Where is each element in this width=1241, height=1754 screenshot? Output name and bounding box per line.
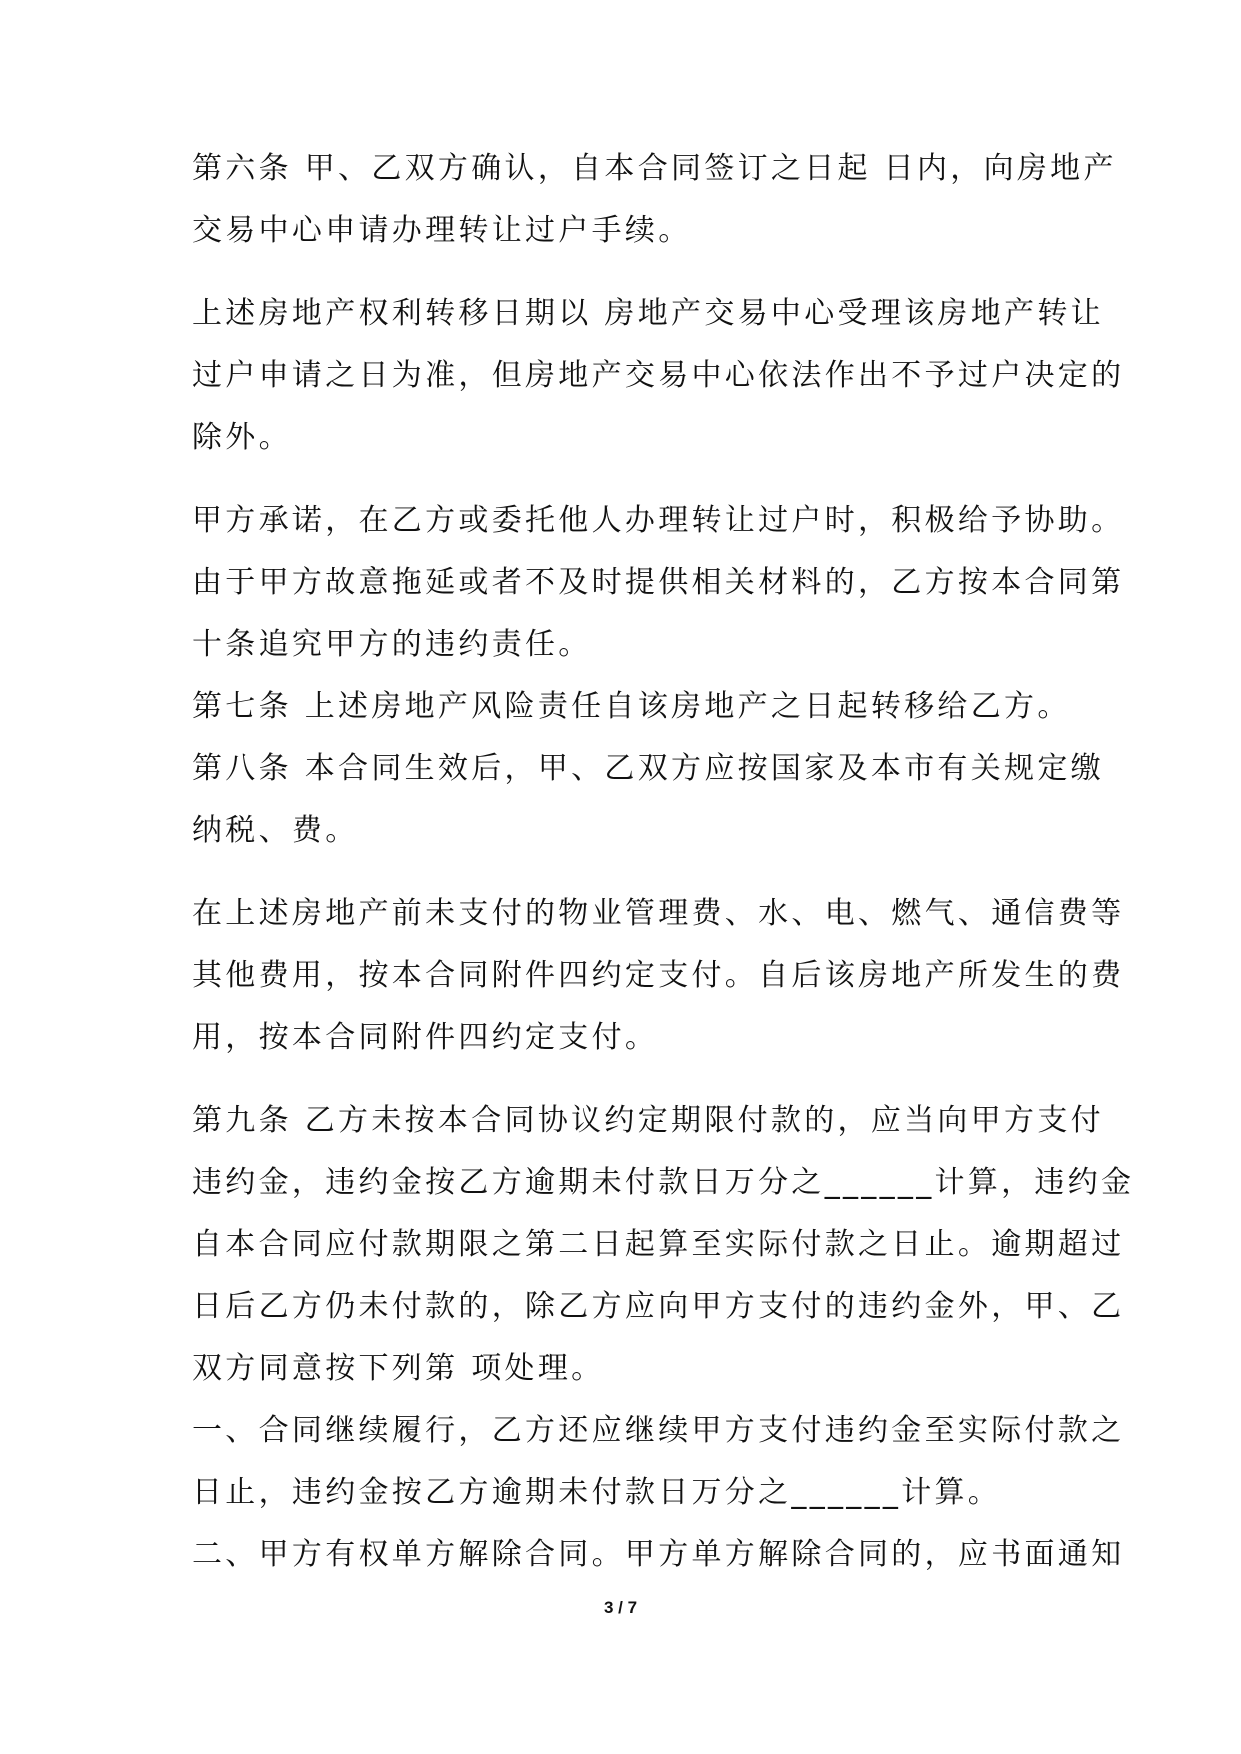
text-line: 甲方承诺，在乙方或委托他人办理转让过户时，积极给予协助。: [192, 503, 1125, 538]
text-line: 除外。: [192, 420, 292, 455]
text-line: 自本合同应付款期限之第二日起算至实际付款之日止。逾期超过: [192, 1227, 1125, 1262]
text-line: 第七条 上述房地产风险责任自该房地产之日起转移给乙方。: [192, 689, 1071, 724]
text-line: 在上述房地产前未支付的物业管理费、水、电、燃气、通信费等: [192, 896, 1125, 931]
text-line: 十条追究甲方的违约责任。: [192, 627, 592, 662]
text-line: 用，按本合同附件四约定支付。: [192, 1020, 659, 1055]
text-line: 第六条 甲、乙双方确认，自本合同签订之日起 日内，向房地产: [192, 151, 1117, 186]
text-line: 上述房地产权利转移日期以 房地产交易中心受理该房地产转让: [192, 296, 1104, 331]
text-line: 违约金，违约金按乙方逾期未付款日万分之______计算，违约金: [192, 1165, 1135, 1200]
text-line: 其他费用，按本合同附件四约定支付。自后该房地产所发生的费: [192, 958, 1125, 993]
text-line: 第八条 本合同生效后，甲、乙双方应按国家及本市有关规定缴: [192, 751, 1104, 786]
page-number: 3 / 7: [603, 1598, 638, 1617]
text-line: 二、甲方有权单方解除合同。甲方单方解除合同的，应书面通知: [192, 1537, 1125, 1572]
text-line: 第九条 乙方未按本合同协议约定期限付款的，应当向甲方支付: [192, 1103, 1104, 1138]
text-line: 一、合同继续履行，乙方还应继续甲方支付违约金至实际付款之: [192, 1413, 1125, 1448]
text-line: 日后乙方仍未付款的，除乙方应向甲方支付的违约金外，甲、乙: [192, 1289, 1125, 1324]
text-line: 双方同意按下列第 项处理。: [192, 1351, 605, 1386]
text-line: 日止，违约金按乙方逾期未付款日万分之______计算。: [192, 1475, 1002, 1510]
text-line: 交易中心申请办理转让过户手续。: [192, 213, 692, 248]
text-line: 纳税、费。: [192, 813, 359, 848]
text-line: 由于甲方故意拖延或者不及时提供相关材料的，乙方按本合同第: [192, 565, 1125, 600]
text-line: 过户申请之日为准，但房地产交易中心依法作出不予过户决定的: [192, 358, 1125, 393]
